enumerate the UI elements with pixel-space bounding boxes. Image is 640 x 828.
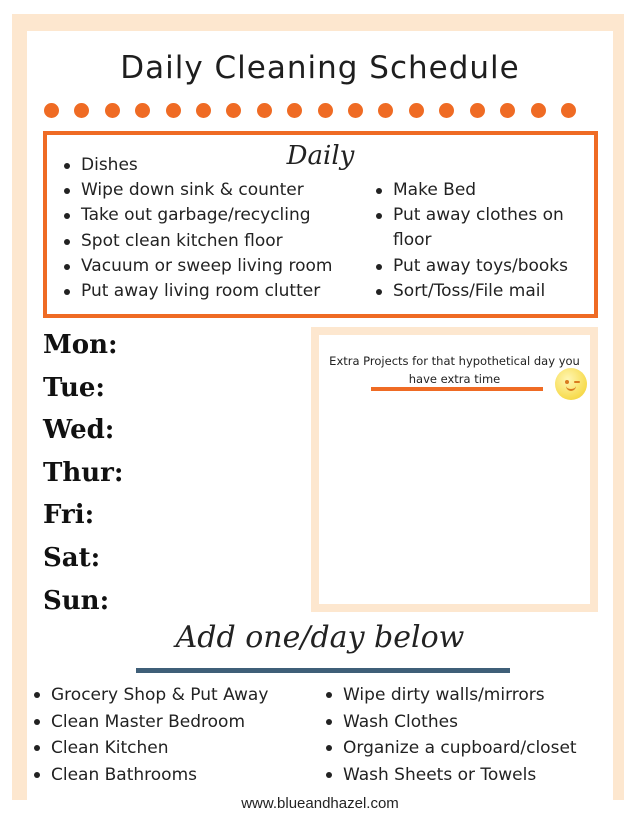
list-item: Clean Kitchen	[31, 735, 268, 762]
add-one-underline	[136, 668, 510, 673]
list-item: Grocery Shop & Put Away	[31, 682, 268, 709]
list-item: Clean Bathrooms	[31, 762, 268, 789]
divider-dot	[470, 103, 485, 118]
divider-dot	[561, 103, 576, 118]
divider-dot	[318, 103, 333, 118]
weekday-label: Thur:	[43, 457, 124, 488]
divider-dot	[226, 103, 241, 118]
extra-projects-underline	[371, 387, 543, 391]
divider-dot	[500, 103, 515, 118]
list-item: Wash Sheets or Towels	[323, 762, 577, 789]
weekday-label: Wed:	[43, 415, 115, 446]
weekday-label: Fri:	[43, 500, 95, 531]
weekday-list	[43, 324, 123, 622]
list-item: Spot clean kitchen floor	[61, 229, 332, 254]
daily-heading: Daily	[286, 141, 355, 171]
list-item: Wipe dirty walls/mirrors	[323, 682, 577, 709]
list-item: Put away living room clutter	[61, 279, 332, 304]
divider-dot	[531, 103, 546, 118]
list-item: Clean Master Bedroom	[31, 709, 268, 736]
divider-dot	[348, 103, 363, 118]
extra-projects-text: Extra Projects for that hypothetical day you have extra time	[329, 354, 580, 386]
list-item: Take out garbage/recycling	[61, 203, 332, 228]
divider-dot	[287, 103, 302, 118]
list-item: Wipe down sink & counter	[61, 178, 332, 203]
extra-projects-box	[311, 327, 598, 612]
smiley-mouth	[566, 385, 576, 391]
divider-dot	[105, 103, 120, 118]
list-item: Wash Clothes	[323, 709, 577, 736]
weekday-label: Mon:	[43, 330, 118, 360]
divider-dot	[74, 103, 89, 118]
list-item: Sort/Toss/File mail	[373, 279, 595, 304]
list-item: Make Bed	[373, 178, 595, 203]
daily-list-left	[61, 153, 332, 304]
daily-tasks-box	[43, 131, 598, 318]
divider-dot	[135, 103, 150, 118]
list-item: Put away toys/books	[373, 254, 595, 279]
divider-dot	[439, 103, 454, 118]
divider-dot	[44, 103, 59, 118]
divider-dot	[166, 103, 181, 118]
add-one-list-right	[323, 682, 577, 788]
dot-divider	[44, 103, 576, 119]
winking-smiley-icon	[555, 368, 587, 400]
smiley-eye	[565, 380, 569, 384]
list-item: Dishes	[61, 153, 332, 178]
weekday-label: Tue:	[43, 372, 106, 403]
list-item: Vacuum or sweep living room	[61, 254, 332, 279]
add-one-list-left	[31, 682, 268, 788]
list-item: Organize a cupboard/closet	[323, 735, 577, 762]
footer-url: www.blueandhazel.com	[241, 795, 399, 812]
weekday-label: Sun:	[43, 585, 110, 616]
list-item: Put away clothes on floor	[373, 203, 595, 253]
add-one-heading: Add one/day below	[175, 620, 465, 655]
divider-dot	[196, 103, 211, 118]
page-title: Daily Cleaning Schedule	[120, 50, 520, 86]
smiley-wink	[574, 381, 580, 383]
divider-dot	[378, 103, 393, 118]
divider-dot	[409, 103, 424, 118]
daily-list-right	[373, 178, 595, 304]
divider-dot	[257, 103, 272, 118]
weekday-label: Sat:	[43, 542, 101, 573]
